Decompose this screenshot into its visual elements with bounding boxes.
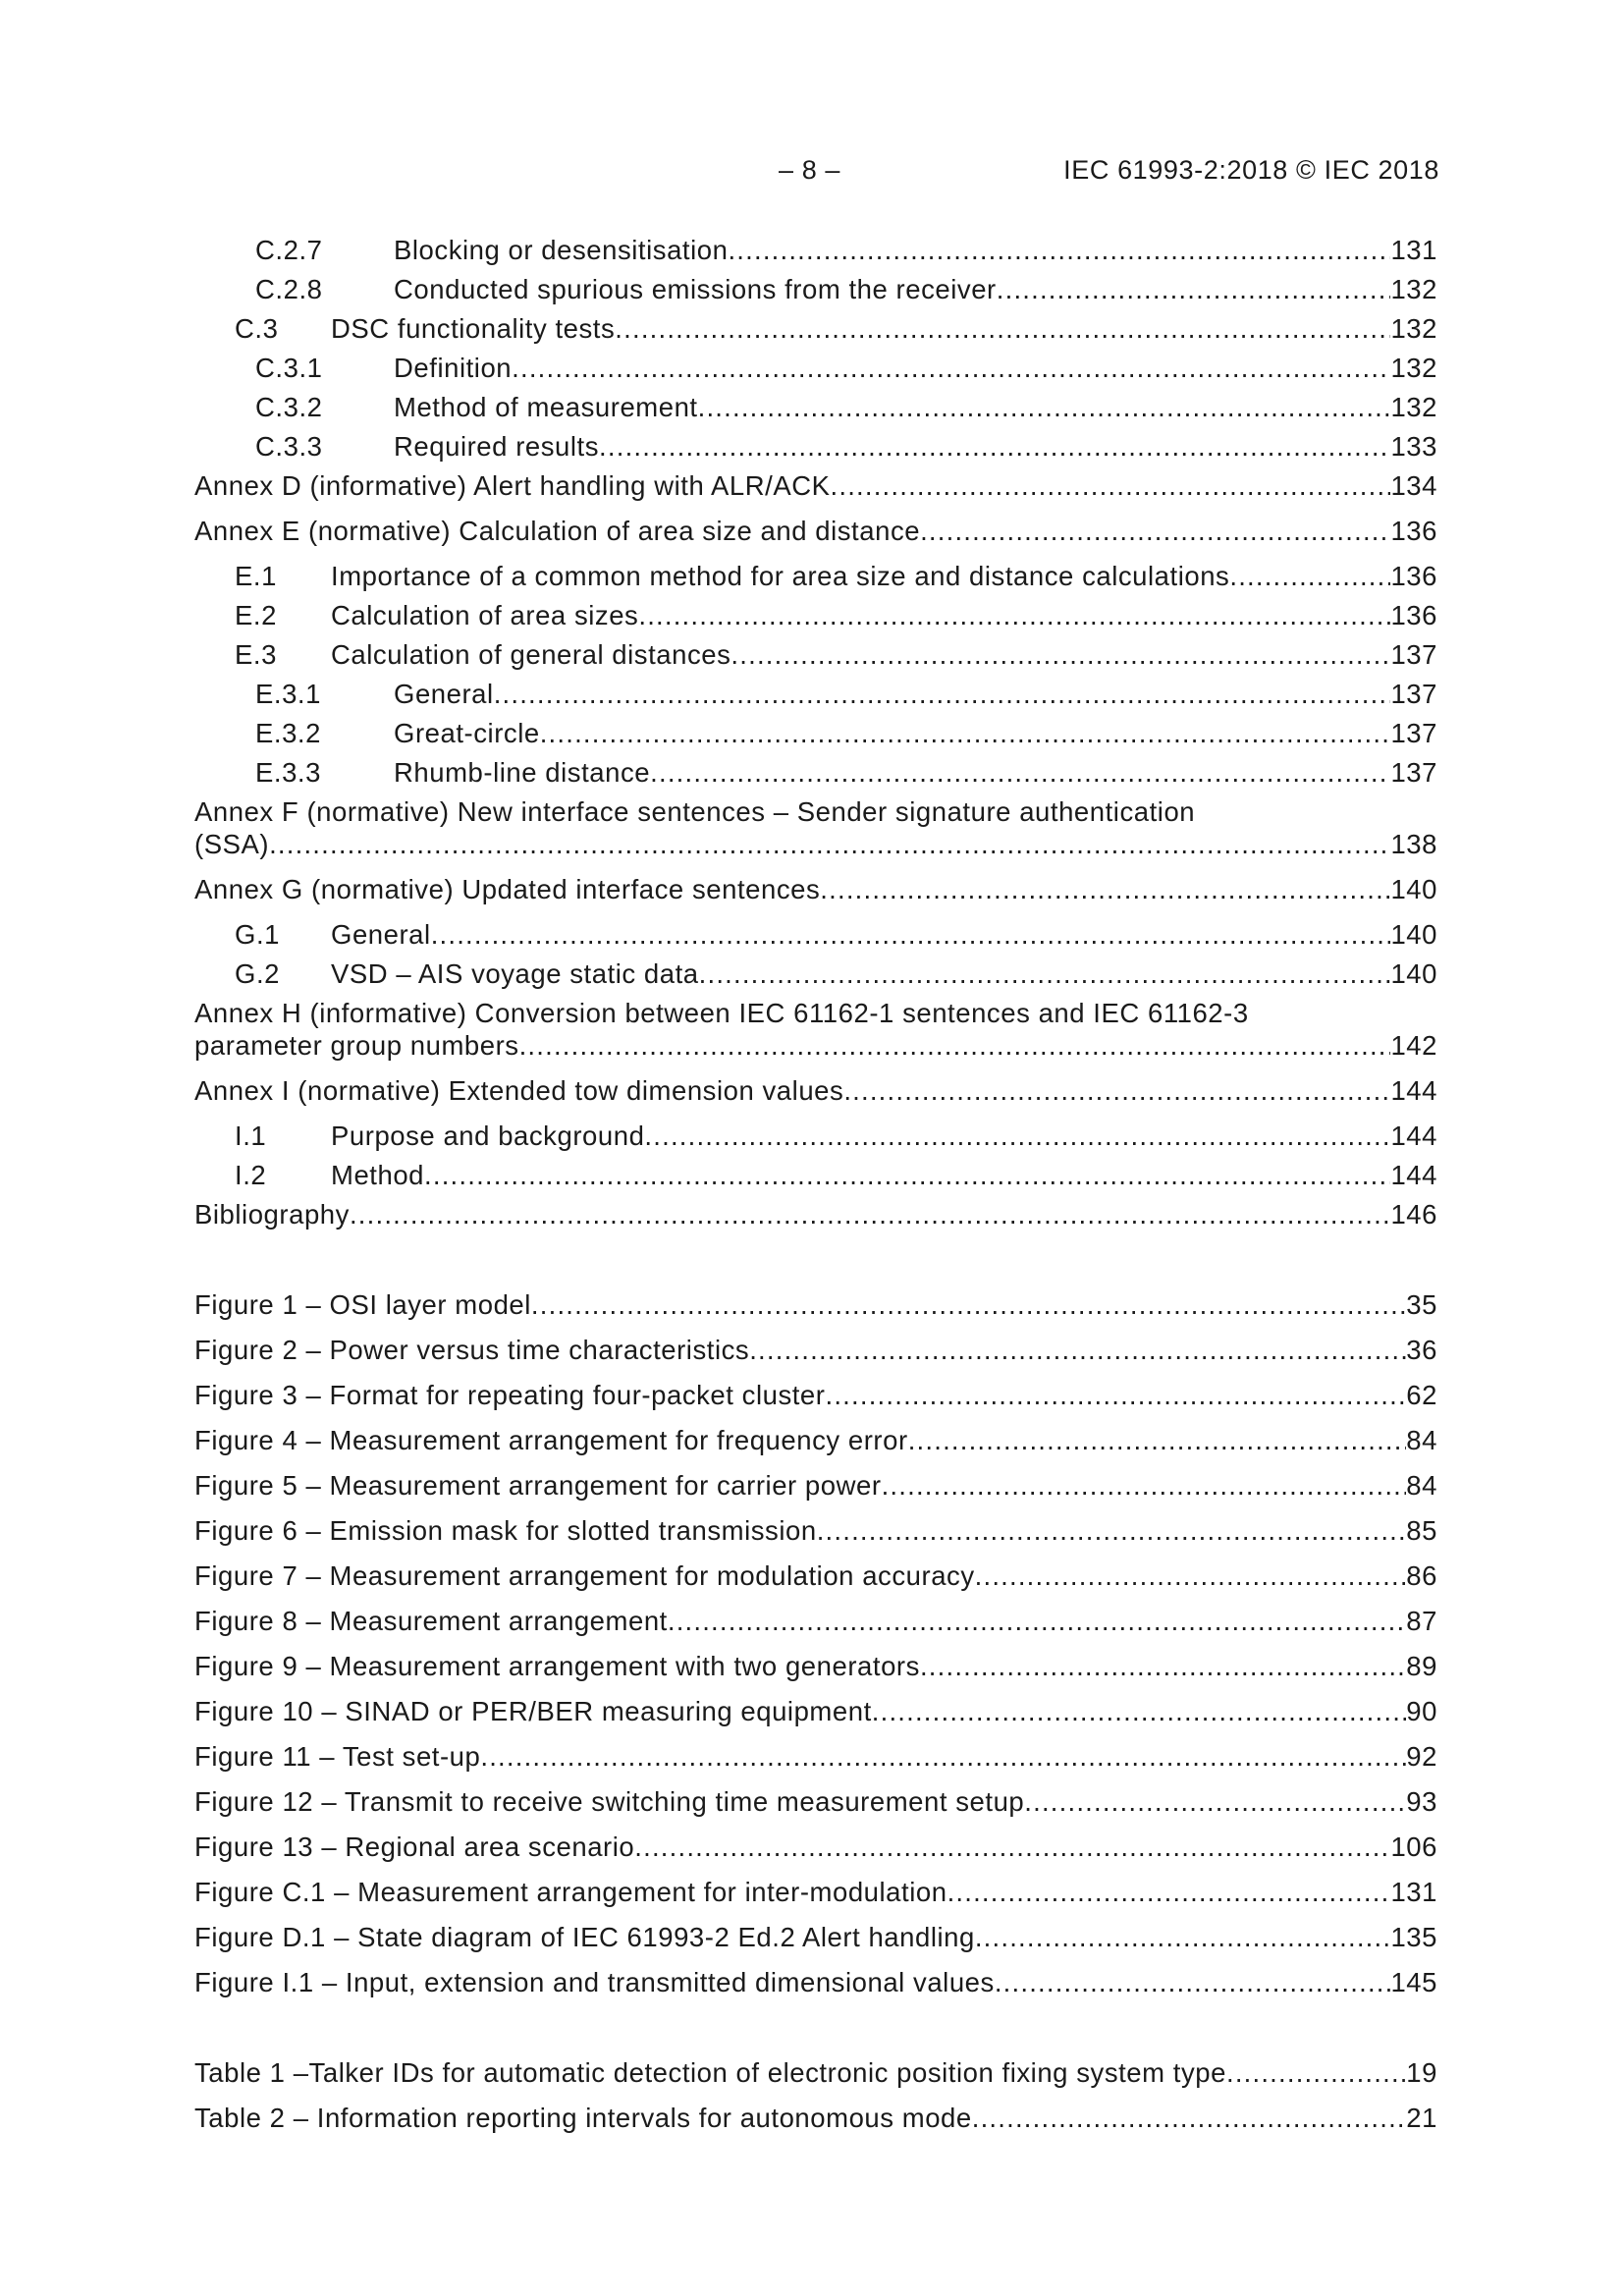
toc-entry-page: 132 (1390, 353, 1437, 383)
toc-entry-title: Conducted spurious emissions from the receiver (394, 274, 997, 304)
toc-entry-number: I.2 (235, 1160, 267, 1190)
toc-entry-bibliography[interactable] (194, 1198, 1437, 1231)
figure-entry-title: Figure 12 – Transmit to receive switching time measurement setup (194, 1786, 1025, 1817)
leader-dots (882, 1469, 1407, 1503)
toc-entry-title: Great-circle (394, 718, 540, 748)
toc-entry-number: C.3.2 (255, 392, 323, 422)
figure-entry-page: 86 (1406, 1560, 1437, 1591)
table-entry[interactable] (194, 2102, 1437, 2135)
toc-entry-number: E.3 (235, 639, 277, 670)
toc-entry[interactable] (194, 756, 1437, 790)
leader-dots (995, 1966, 1391, 1999)
leader-dots (431, 918, 1391, 952)
figure-entry[interactable] (194, 1469, 1437, 1503)
table-entry-title: Table 1 –Talker IDs for automatic detection of electronic position fixing system type (194, 2057, 1226, 2088)
leader-dots (908, 1424, 1407, 1457)
toc-entry-number: C.3 (235, 313, 279, 344)
leader-dots (975, 1921, 1391, 1954)
leader-dots (920, 515, 1390, 548)
toc-entry-page: 137 (1390, 679, 1437, 709)
leader-dots (728, 234, 1390, 267)
figure-entry-page: 106 (1390, 1831, 1437, 1862)
figure-entry[interactable] (194, 1831, 1437, 1864)
toc-entry-title: Rhumb-line distance (394, 757, 651, 788)
figure-entry-title: Figure 5 – Measurement arrangement for carrier power (194, 1470, 882, 1501)
toc-entry-title: Purpose and background (331, 1121, 645, 1151)
figure-entry[interactable] (194, 1559, 1437, 1593)
toc-entry-annex-f[interactable] (194, 828, 1437, 861)
leader-dots (634, 1831, 1390, 1864)
standard-reference: IEC 61993-2:2018 © IEC 2018 (1063, 155, 1439, 185)
figure-entry-page: 35 (1406, 1289, 1437, 1320)
toc-entry[interactable] (194, 560, 1437, 593)
leader-dots (1229, 560, 1390, 593)
toc-entry-number: C.3.3 (255, 431, 323, 462)
figure-entry-title: Figure D.1 – State diagram of IEC 61993-2 Ed.2 Alert handling (194, 1922, 975, 1952)
leader-dots (644, 1120, 1390, 1153)
toc-entry-title: General (331, 919, 431, 950)
toc-entry-page: 137 (1390, 757, 1437, 788)
leader-dots (424, 1159, 1390, 1192)
toc-entry-page: 133 (1390, 431, 1437, 462)
leader-dots (650, 756, 1390, 790)
toc-entry[interactable] (194, 678, 1437, 711)
figure-entry-title: Figure 13 – Regional area scenario (194, 1831, 635, 1862)
toc-entry-number: I.1 (235, 1121, 267, 1151)
toc-entry-title: Calculation of area sizes (331, 600, 639, 630)
table-entry-page: 21 (1406, 2103, 1437, 2133)
toc-entry-page: 140 (1390, 874, 1437, 904)
leader-dots (698, 391, 1391, 424)
toc-entry-number: C.2.8 (255, 274, 323, 304)
leader-dots (997, 273, 1391, 306)
toc-entry-page: 132 (1390, 274, 1437, 304)
figure-entry-page: 85 (1406, 1515, 1437, 1546)
toc-entry-page: 140 (1390, 958, 1437, 989)
figure-entry-page: 93 (1406, 1786, 1437, 1817)
leader-dots (947, 1876, 1391, 1909)
leader-dots (730, 638, 1390, 672)
toc-entry-title: General (394, 679, 494, 709)
leader-dots (826, 1379, 1407, 1412)
page-header (0, 155, 1623, 191)
figure-entry-page: 131 (1390, 1877, 1437, 1907)
toc-entry[interactable] (194, 234, 1437, 267)
toc-entry-page: 132 (1390, 313, 1437, 344)
toc-entry-title: VSD – AIS voyage static data (331, 958, 699, 989)
page-number: – 8 – (779, 155, 841, 185)
toc-entry-title: Importance of a common method for area size and distance calculations (331, 561, 1230, 591)
figure-entry-title: Figure 2 – Power versus time characteristics (194, 1335, 750, 1365)
figure-entry[interactable] (194, 1785, 1437, 1819)
figure-entry-page: 89 (1406, 1651, 1437, 1681)
leader-dots (480, 1740, 1406, 1774)
toc-entry-number: C.2.7 (255, 235, 323, 265)
toc-entry[interactable] (194, 1159, 1437, 1192)
leader-dots (494, 678, 1391, 711)
toc-entry-page: 144 (1390, 1160, 1437, 1190)
toc-entry[interactable] (194, 638, 1437, 672)
toc-entry-annex-f-line1[interactable]: Annex F (normative) New interface sentences – Sender signature authentication (194, 796, 1196, 827)
leader-dots (350, 1198, 1391, 1231)
toc-entry-page: 144 (1390, 1075, 1437, 1106)
toc-entry-number: E.2 (235, 600, 277, 630)
table-entry-title: Table 2 – Information reporting intervals for autonomous mode (194, 2103, 972, 2133)
figure-entry-page: 84 (1406, 1470, 1437, 1501)
toc-entry[interactable] (194, 273, 1437, 306)
toc-entry-title: Definition (394, 353, 513, 383)
toc-entry-title: DSC functionality tests (331, 313, 616, 344)
figure-entry-title: Figure 11 – Test set-up (194, 1741, 481, 1772)
toc-entry-annex-g[interactable] (194, 873, 1437, 906)
toc-entry-page: 137 (1390, 639, 1437, 670)
toc-entry-annex-i[interactable] (194, 1074, 1437, 1108)
toc-entry-title: Annex D (informative) Alert handling with ALR/ACK (194, 470, 831, 501)
leader-dots (749, 1334, 1406, 1367)
figure-entry-title: Figure 9 – Measurement arrangement with two generators (194, 1651, 920, 1681)
toc-entry-page: 132 (1390, 392, 1437, 422)
figure-entry-title: Figure 7 – Measurement arrangement for modulation accuracy (194, 1560, 975, 1591)
figure-entry-title: Figure 6 – Emission mask for slotted transmission (194, 1515, 817, 1546)
leader-dots (519, 1029, 1391, 1063)
toc-entry-annex-h-line1[interactable]: Annex H (informative) Conversion between IEC 61162-1 sentences and IEC 61162-3 (194, 998, 1249, 1028)
toc-entry[interactable] (194, 352, 1437, 385)
toc-entry-title: (SSA) (194, 829, 270, 859)
figure-entry[interactable] (194, 1650, 1437, 1683)
toc-entry-annex-d[interactable] (194, 469, 1437, 503)
figure-entry[interactable] (194, 1334, 1437, 1367)
toc-entry-title: Bibliography (194, 1199, 350, 1230)
toc-entry-annex-e[interactable] (194, 515, 1437, 548)
toc-entry-title: Blocking or desensitisation (394, 235, 729, 265)
toc-entry-page: 136 (1390, 516, 1437, 546)
toc-entry-page: 144 (1390, 1121, 1437, 1151)
figure-entry-title: Figure 4 – Measurement arrangement for frequency error (194, 1425, 908, 1455)
toc-entry-page: 134 (1390, 470, 1437, 501)
toc-entry[interactable] (194, 391, 1437, 424)
toc-entry-title: Calculation of general distances (331, 639, 731, 670)
toc-entry-page: 136 (1390, 561, 1437, 591)
figure-entry[interactable] (194, 1740, 1437, 1774)
leader-dots (599, 430, 1390, 464)
figure-entry-page: 87 (1406, 1606, 1437, 1636)
leader-dots (972, 2102, 1407, 2135)
leader-dots (615, 312, 1390, 346)
figure-entry-page: 92 (1406, 1741, 1437, 1772)
leader-dots (843, 1074, 1390, 1108)
figure-entry[interactable] (194, 1695, 1437, 1728)
figure-entry[interactable] (194, 1379, 1437, 1412)
table-entry[interactable] (194, 2056, 1437, 2090)
leader-dots (820, 873, 1390, 906)
figure-entry-title: Figure 8 – Measurement arrangement (194, 1606, 668, 1636)
figure-entry-page: 62 (1406, 1380, 1437, 1410)
figure-entry-title: Figure I.1 – Input, extension and transmitted dimensional values (194, 1967, 995, 1997)
leader-dots (872, 1695, 1407, 1728)
toc-entry-number: G.2 (235, 958, 280, 989)
toc-entry-title: Required results (394, 431, 600, 462)
figure-entry[interactable] (194, 1514, 1437, 1548)
leader-dots (817, 1514, 1407, 1548)
toc-entry-number: E.1 (235, 561, 277, 591)
leader-dots (512, 352, 1390, 385)
leader-dots (269, 828, 1390, 861)
toc-entry-page: 146 (1390, 1199, 1437, 1230)
toc-entry-title: parameter group numbers (194, 1030, 519, 1061)
leader-dots (638, 599, 1390, 632)
leader-dots (531, 1288, 1406, 1322)
figure-entry-title: Figure C.1 – Measurement arrangement for inter-modulation (194, 1877, 947, 1907)
figure-entry-page: 90 (1406, 1696, 1437, 1726)
toc-entry-page: 140 (1390, 919, 1437, 950)
figure-entry[interactable] (194, 1424, 1437, 1457)
leader-dots (975, 1559, 1407, 1593)
toc-entry[interactable] (194, 430, 1437, 464)
figure-entry[interactable] (194, 1921, 1437, 1954)
leader-dots (920, 1650, 1406, 1683)
toc-entry-title: Method (331, 1160, 425, 1190)
figure-entry[interactable] (194, 1876, 1437, 1909)
toc-entry-page: 131 (1390, 235, 1437, 265)
figure-entry[interactable] (194, 1605, 1437, 1638)
toc-entry-title: Method of measurement (394, 392, 698, 422)
figure-entry-title: Figure 3 – Format for repeating four-packet cluster (194, 1380, 826, 1410)
figure-entry-page: 84 (1406, 1425, 1437, 1455)
toc-entry-title: Annex E (normative) Calculation of area size and distance (194, 516, 921, 546)
leader-dots (540, 717, 1391, 750)
figure-entry-page: 36 (1406, 1335, 1437, 1365)
toc-entry-annex-h[interactable] (194, 1029, 1437, 1063)
toc-entry-page: 136 (1390, 600, 1437, 630)
toc-entry-number: C.3.1 (255, 353, 323, 383)
leader-dots (1226, 2056, 1406, 2090)
leader-dots (1024, 1785, 1406, 1819)
table-entry-page: 19 (1406, 2057, 1437, 2088)
figure-entry-title: Figure 1 – OSI layer model (194, 1289, 531, 1320)
toc-entry[interactable] (194, 717, 1437, 750)
toc-entry[interactable] (194, 599, 1437, 632)
toc-entry-number: E.3.3 (255, 757, 321, 788)
figure-entry-page: 145 (1390, 1967, 1437, 1997)
leader-dots (668, 1605, 1406, 1638)
figure-entry[interactable] (194, 1966, 1437, 1999)
leader-dots (831, 469, 1391, 503)
toc-entry-page: 138 (1390, 829, 1437, 859)
figure-entry[interactable] (194, 1288, 1437, 1322)
toc-entry[interactable] (194, 918, 1437, 952)
toc-entry[interactable] (194, 1120, 1437, 1153)
toc-entry-title: Annex G (normative) Updated interface sentences (194, 874, 821, 904)
toc-entry-number: E.3.2 (255, 718, 321, 748)
toc-entry-number: E.3.1 (255, 679, 321, 709)
figure-entry-page: 135 (1390, 1922, 1437, 1952)
figure-entry-title: Figure 10 – SINAD or PER/BER measuring equipment (194, 1696, 872, 1726)
toc-entry-title: Annex I (normative) Extended tow dimension values (194, 1075, 844, 1106)
toc-entry-page: 137 (1390, 718, 1437, 748)
toc-entry-number: G.1 (235, 919, 280, 950)
toc-entry-page: 142 (1390, 1030, 1437, 1061)
toc-entry[interactable] (194, 957, 1437, 991)
toc-entry[interactable] (194, 312, 1437, 346)
leader-dots (699, 957, 1391, 991)
